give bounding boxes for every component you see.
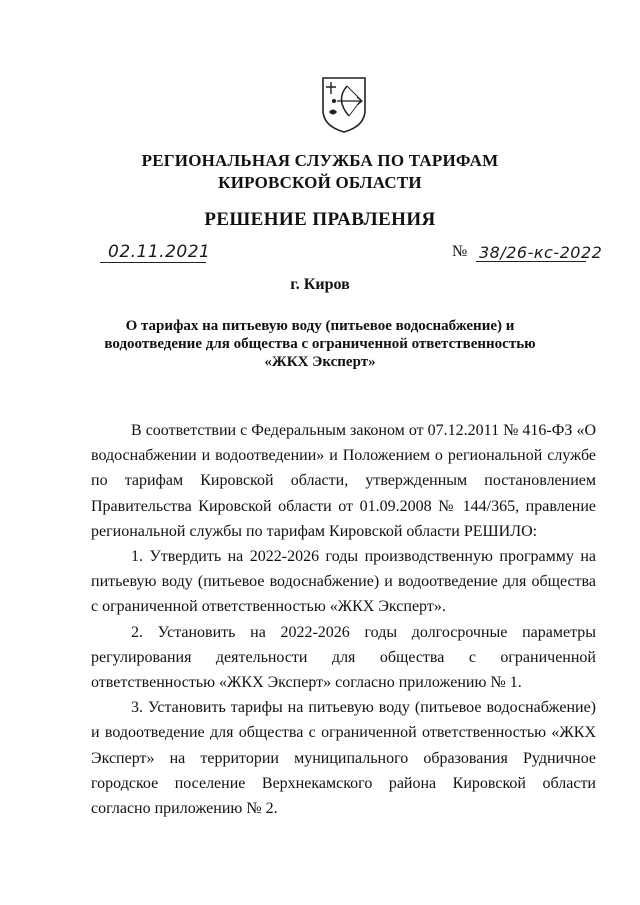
item-3-paragraph: 3. Установить тарифы на питьевую воду (питьевое водоснабжение) и водоотведение для общества с ограниченной ответственностью «ЖКХ Эксперт» на территории муниципального образования Рудничное городское поселение Верхнекамского района Кировской области согласно приложению № 2. xyxy=(91,699,596,818)
subject-line-3: «ЖКХ Эксперт» xyxy=(264,354,376,370)
organization-title-line-1: РЕГИОНАЛЬНАЯ СЛУЖБА ПО ТАРИФАМ xyxy=(141,151,499,170)
organization-title xyxy=(0,150,640,194)
decision-title: РЕШЕНИЕ ПРАВЛЕНИЯ xyxy=(204,209,436,230)
decision-number-handwritten: 38/26-кс-2022 xyxy=(479,243,603,262)
item-1-paragraph: 1. Утвердить на 2022-2026 годы производственную программу на питьевую воду (питьевое водоснабжение) и водоотведение для общества с ограниченной ответственностью «ЖКХ Эксперт». xyxy=(91,548,596,616)
preamble-paragraph: В соответствии с Федеральным законом от 07.12.2011 № 416-ФЗ «О водоснабжении и водоотведении» и Положением о региональной службе по тарифам Кировской области, утвержденным постановлением Правительства Кировской области от 01.09.2008 № 144/365, правление региональной службы по тарифам Кировской области РЕШИЛО: xyxy=(91,422,596,540)
number-sign: № xyxy=(452,243,468,260)
decision-date-field xyxy=(100,238,211,263)
subject-line-2: водоотведение для общества с ограниченной ответственностью xyxy=(104,336,536,352)
kirov-coat-of-arms-icon xyxy=(321,76,367,134)
decision-body xyxy=(91,418,596,821)
city-label: г. Киров xyxy=(290,276,350,293)
item-2-paragraph: 2. Установить на 2022-2026 годы долгосрочные параметры регулирования деятельности для общества с ограниченной ответственностью «ЖКХ Эксперт» согласно приложению № 1. xyxy=(91,623,596,692)
subject-line-1: О тарифах на питьевую воду (питьевое водоснабжение) и xyxy=(125,318,515,334)
decision-date-handwritten: 02.11.2021 xyxy=(108,242,211,262)
decision-subject xyxy=(90,317,550,371)
organization-title-line-2: КИРОВСКОЙ ОБЛАСТИ xyxy=(218,173,422,192)
decision-number-field xyxy=(452,238,603,262)
